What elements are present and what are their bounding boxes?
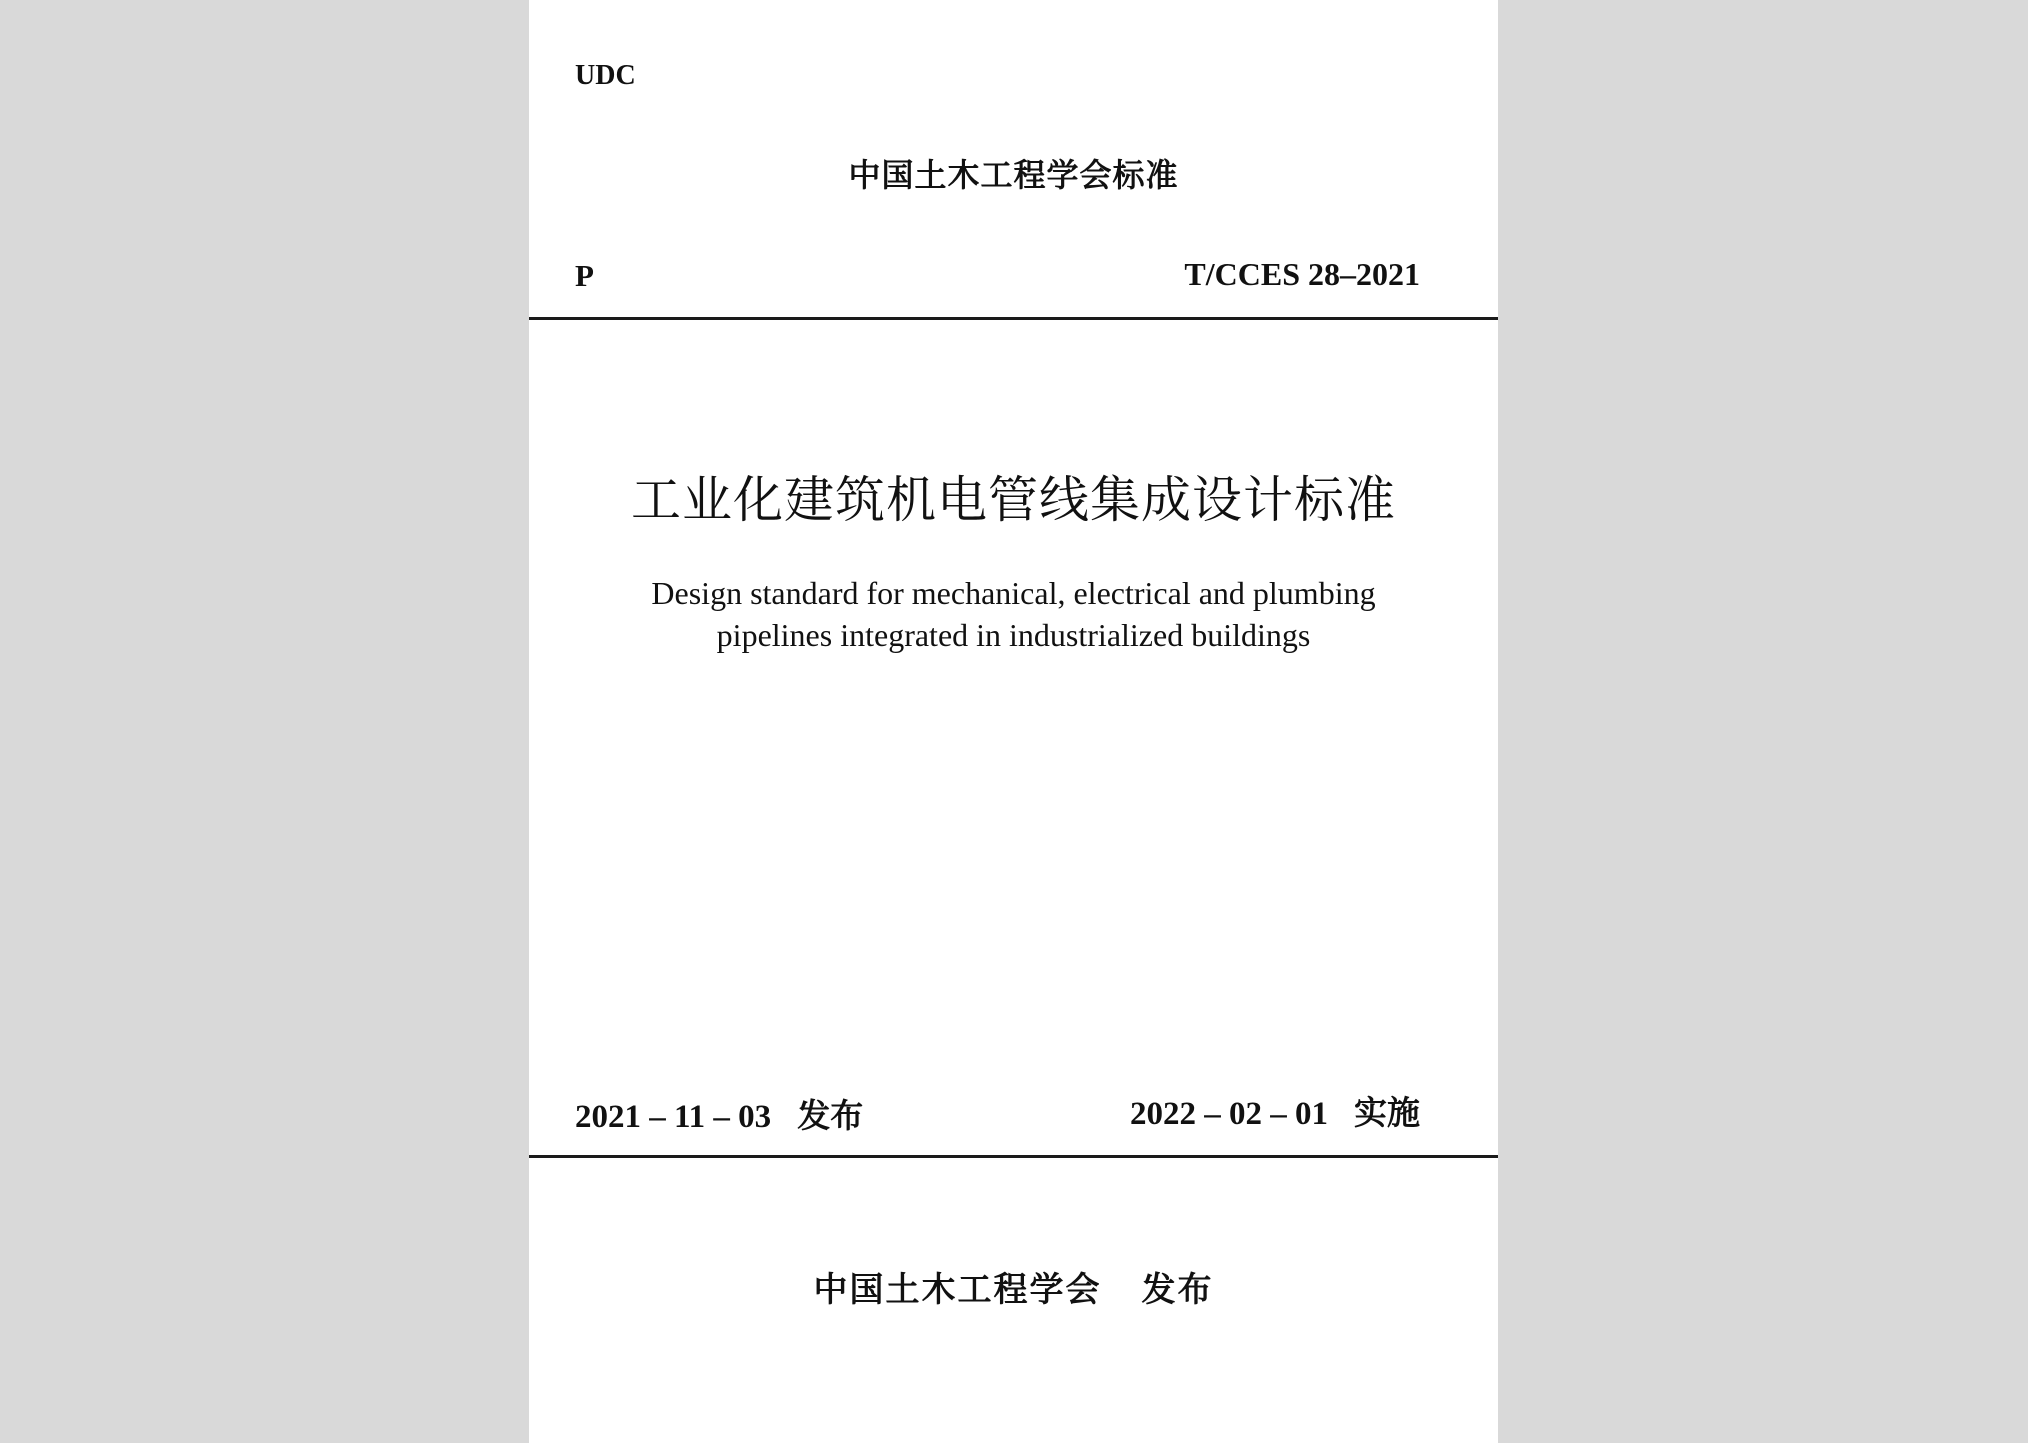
udc-label: UDC <box>575 60 636 91</box>
title-english-line-2: pipelines integrated in industrialized buildings <box>716 617 1311 653</box>
title-chinese: 工业化建筑机电管线集成设计标准 <box>631 471 1396 529</box>
implementation-date: 2022 – 02 – 01 <box>1130 1096 1328 1132</box>
implementation-date-block <box>1130 1087 1420 1134</box>
society-standard-heading: 中国土木工程学会标准 <box>848 156 1179 194</box>
top-divider <box>529 317 1498 320</box>
publisher-label: 发布 <box>1141 1270 1214 1310</box>
standard-number: T/CCES 28–2021 <box>1184 256 1420 292</box>
publisher-line <box>529 1262 1498 1311</box>
bottom-divider <box>529 1155 1498 1158</box>
title-english-line-1: Design standard for mechanical, electrical and plumbing <box>651 575 1376 611</box>
implementation-label: 实施 <box>1354 1093 1420 1132</box>
classification-code: P <box>575 258 594 293</box>
title-english <box>529 572 1498 656</box>
publisher-name: 中国土木工程学会 <box>813 1270 1102 1310</box>
issue-label: 发布 <box>797 1096 864 1135</box>
document-page <box>529 0 1498 1443</box>
issue-date: 2021 – 11 – 03 <box>575 1099 772 1135</box>
issue-date-block <box>575 1090 863 1137</box>
